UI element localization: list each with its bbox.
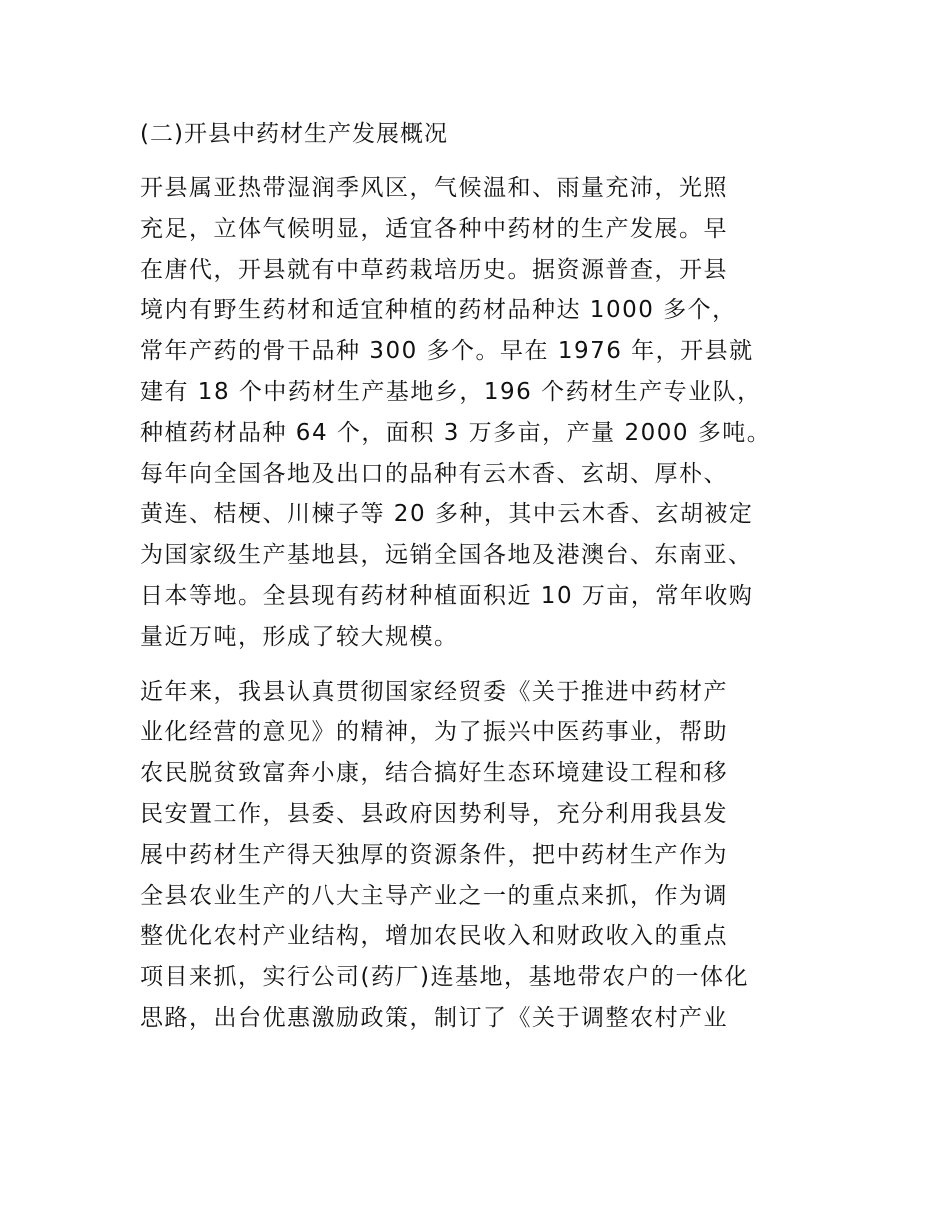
paragraph-line: 种植药材品种 64 个，面积 3 万多亩，产量 2000 多吨。 — [140, 419, 772, 446]
paragraph-line: 量近万吨，形成了较大规模。 — [140, 623, 459, 650]
paragraph-line: 项目来抓，实行公司(药厂)连基地，基地带农户的一体化 — [140, 964, 749, 991]
paragraph-line: 近年来，我县认真贯彻国家经贸委《关于推进中药材产 — [140, 678, 728, 705]
paragraph-1 — [140, 168, 820, 658]
paragraph-line: 展中药材生产得天独厚的资源条件，把中药材生产作为 — [140, 841, 728, 868]
paragraph-line: 思路，出台优惠激励政策，制订了《关于调整农村产业 — [140, 1004, 728, 1031]
paragraph-line: 业化经营的意见》的精神，为了振兴中医药事业，帮助 — [140, 719, 728, 746]
paragraph-line: 黄连、桔梗、川楝子等 20 多种，其中云木香、玄胡被定 — [140, 501, 754, 528]
paragraph-line: 每年向全国各地及出口的品种有云木香、玄胡、厚朴、 — [140, 460, 728, 487]
paragraph-line: 全县农业生产的八大主导产业之一的重点来抓，作为调 — [140, 882, 728, 909]
paragraph-line: 充足，立体气候明显，适宜各种中药材的生产发展。早 — [140, 215, 728, 242]
paragraph-line: 为国家级生产基地县，远销全国各地及港澳台、东南亚、 — [140, 542, 753, 569]
document-page — [140, 114, 820, 1053]
paragraph-line: 在唐代，开县就有中草药栽培历史。据资源普查，开县 — [140, 256, 728, 283]
paragraph-line: 常年产药的骨干品种 300 多个。早在 1976 年，开县就 — [140, 338, 754, 365]
section-heading: (二)开县中药材生产发展概况 — [140, 121, 448, 147]
paragraph-line: 整优化农村产业结构，增加农民收入和财政收入的重点 — [140, 923, 728, 950]
paragraph-line: 建有 18 个中药材生产基地乡，196 个药材生产专业队， — [140, 378, 762, 405]
paragraph-2 — [140, 672, 820, 1039]
paragraph-line: 民安置工作，县委、县政府因势利导，充分利用我县发 — [140, 800, 728, 827]
paragraph-line: 境内有野生药材和适宜种植的药材品种达 1000 多个， — [140, 297, 737, 324]
paragraph-line: 农民脱贫致富奔小康，结合搞好生态环境建设工程和移 — [140, 760, 728, 787]
paragraph-line: 开县属亚热带湿润季风区，气候温和、雨量充沛，光照 — [140, 175, 728, 201]
paragraph-line: 日本等地。全县现有药材种植面积近 10 万亩，常年收购 — [140, 582, 754, 609]
